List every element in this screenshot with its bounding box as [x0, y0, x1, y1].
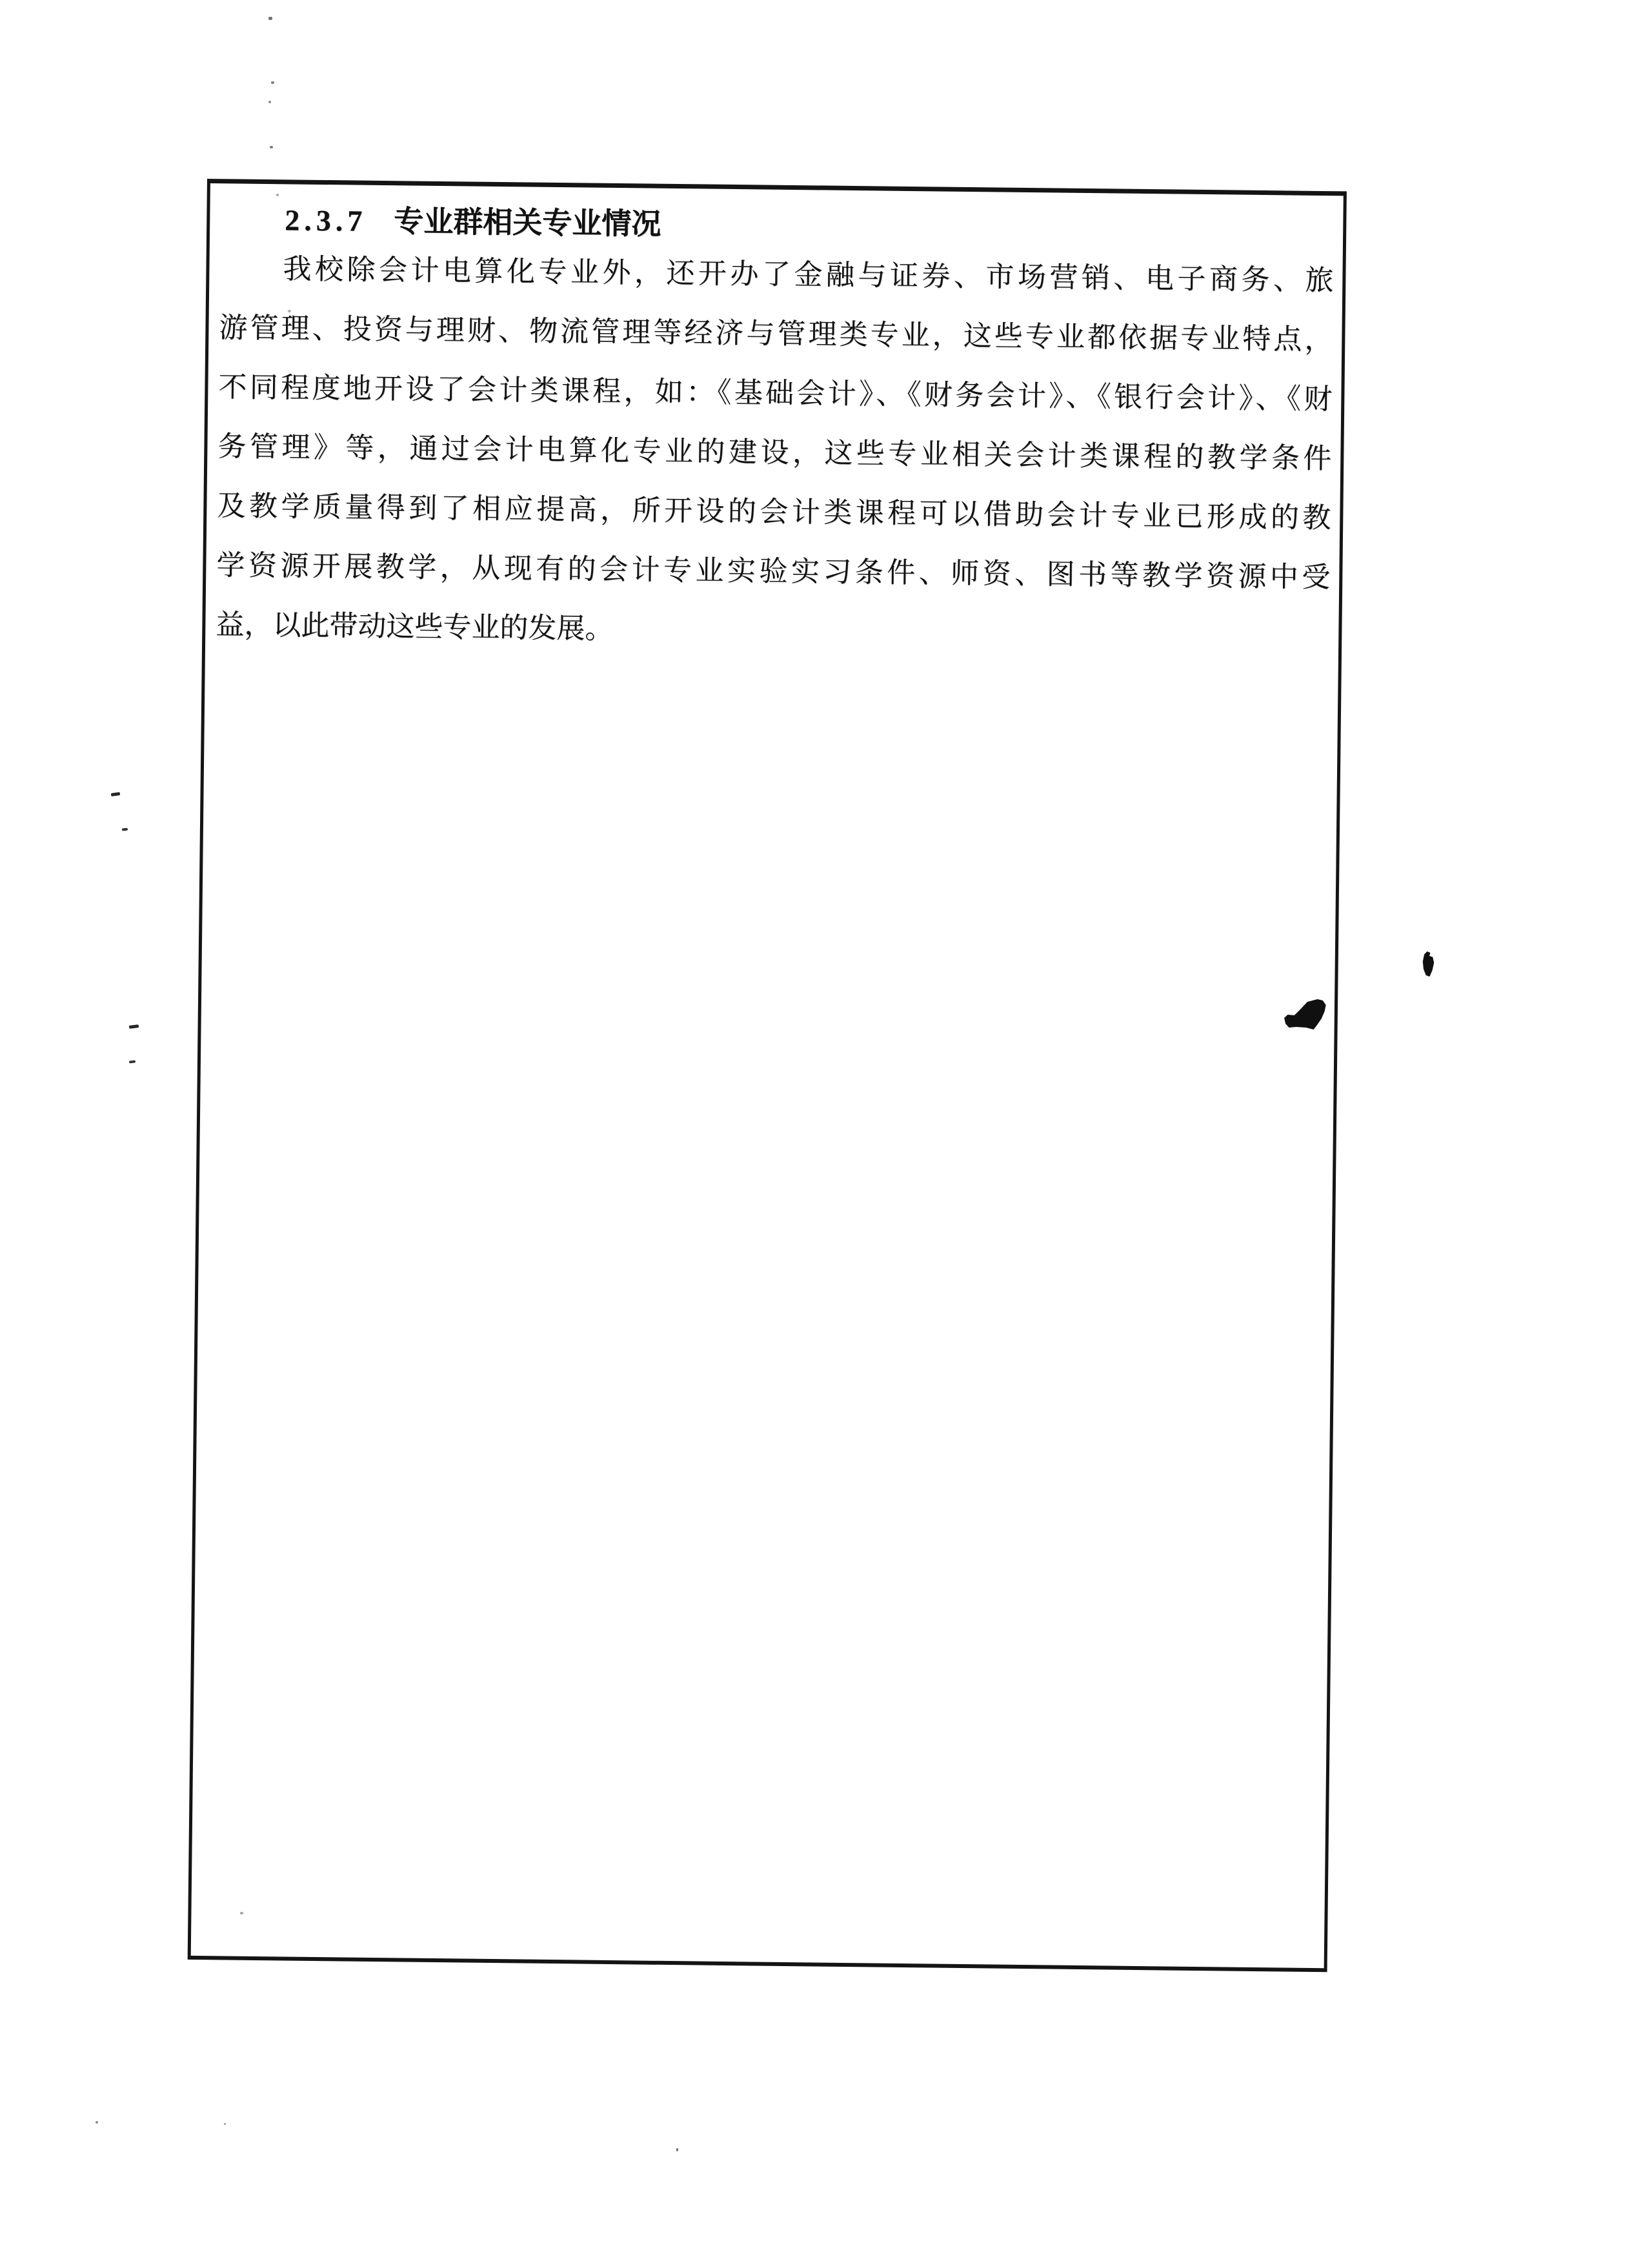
ink-blot-small — [1422, 951, 1435, 977]
scan-speck — [96, 2121, 98, 2124]
scan-speck — [224, 2123, 226, 2125]
scan-speck — [676, 2148, 678, 2151]
margin-mark — [122, 828, 128, 831]
body-paragraph — [216, 239, 1334, 667]
paragraph-line: 及教学质量得到了相应提高，所开设的会计类课程可以借助会计专业已形成的教 — [217, 490, 1331, 534]
paragraph-line: 不同程度地开设了会计类课程，如：《基础会计》、《财务会计》、《银行会计》、《财 — [218, 371, 1333, 416]
paragraph-line: 游管理、投资与理财、物流管理等经济与管理类专业，这些专业都依据专业特点， — [219, 312, 1333, 356]
scan-speck — [240, 1912, 243, 1914]
paragraph-line: 益，以此带动这些专业的发展。 — [216, 609, 614, 645]
scan-speck — [268, 101, 271, 103]
paragraph-line: 学资源开展教学，从现有的会计专业实验实习条件、师资、图书等教学资源中受 — [216, 549, 1331, 594]
margin-mark — [129, 1060, 136, 1063]
document-frame — [188, 179, 1347, 1972]
scan-speck — [276, 194, 279, 196]
margin-mark — [129, 1024, 139, 1029]
paragraph-line: 我校除会计电算化专业外，还开办了金融与证券、市场营销、电子商务、旅 — [283, 253, 1334, 297]
margin-mark — [111, 792, 121, 797]
scan-speck — [271, 81, 274, 84]
scan-speck — [288, 310, 291, 312]
section-title: 专业群相关专业情况 — [394, 205, 661, 241]
scan-speck — [270, 146, 273, 148]
section-number: 2.3.7 — [285, 203, 367, 238]
scan-speck — [268, 17, 272, 20]
paragraph-line: 务管理》等，通过会计电算化专业的建设，这些专业相关会计类课程的教学条件 — [217, 431, 1332, 475]
